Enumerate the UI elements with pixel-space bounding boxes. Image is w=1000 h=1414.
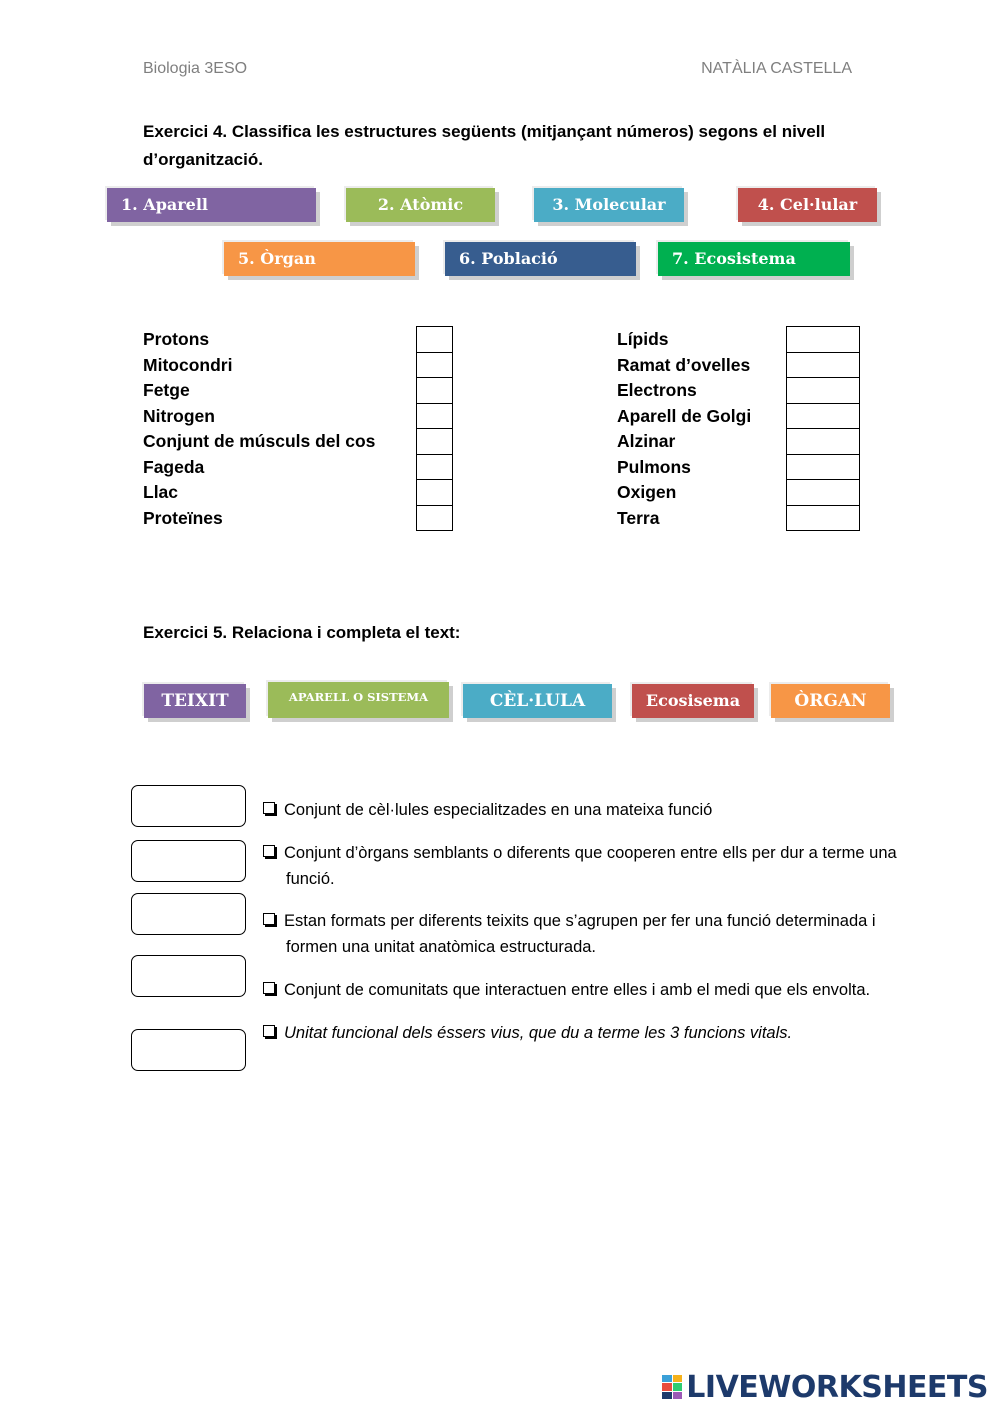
- checkbox-icon: [263, 845, 275, 857]
- list-item: Pulmons: [617, 456, 691, 477]
- answer-box[interactable]: [416, 352, 453, 379]
- word-tag-aparell: APARELL O SISTEMA: [268, 682, 449, 718]
- word-tag-ecosisema: Ecosisema: [632, 684, 754, 718]
- answer-box[interactable]: [416, 505, 453, 532]
- answer-box[interactable]: [416, 326, 453, 353]
- list-item: Fageda: [143, 456, 205, 477]
- level-tag-organ: 5. Òrgan: [224, 242, 415, 276]
- checkbox-icon: [263, 802, 275, 814]
- liveworksheets-logo: [662, 1369, 988, 1405]
- level-tag-molecular: 3. Molecular: [534, 188, 684, 222]
- exercise4-title: Exercici 4. Classifica les estructures següents (mitjançant números) segons el nivell d’organització.: [143, 122, 826, 169]
- definition-item: Estan formats per diferents teixits que s’agrupen per fer una funció determinada i formen una unitat anatòmica estructurada.: [263, 908, 926, 960]
- answer-column-left: [416, 326, 453, 531]
- answer-box[interactable]: [416, 479, 453, 506]
- answer-box[interactable]: [786, 428, 860, 455]
- list-item: Nitrogen: [143, 405, 215, 426]
- definition-answer-box[interactable]: [131, 893, 246, 935]
- answer-box[interactable]: [786, 479, 860, 506]
- list-item: Protons: [143, 329, 210, 349]
- list-item: Mitocondri: [143, 354, 233, 375]
- definition-answer-box[interactable]: [131, 1029, 246, 1071]
- list-item: Aparell de Golgi: [617, 405, 752, 426]
- header-subject: Biologia 3ESO: [143, 60, 248, 77]
- list-item: Ramat d’ovelles: [617, 354, 751, 375]
- list-item: Electrons: [617, 380, 697, 400]
- list-item: Terra: [617, 507, 660, 528]
- word-tag-cellula: CÈL·LULA: [463, 684, 612, 718]
- definition-item: Conjunt d’òrgans semblants o diferents que cooperen entre ells per dur a terme una funció.: [263, 840, 926, 892]
- answer-box[interactable]: [416, 428, 453, 455]
- definition-item: Conjunt de cèl·lules especialitzades en una mateixa funció: [263, 797, 926, 823]
- list-item: Oxigen: [617, 482, 677, 502]
- list-item: Llac: [143, 482, 179, 502]
- answer-box[interactable]: [786, 377, 860, 404]
- logo-text: LIVEWORKSHEETS: [686, 1369, 988, 1405]
- answer-column-right: [786, 326, 860, 531]
- list-item: Lípids: [617, 329, 669, 349]
- answer-box[interactable]: [416, 454, 453, 481]
- structure-list-right: [617, 327, 751, 531]
- word-tag-teixit: TEIXIT: [144, 684, 246, 718]
- answer-box[interactable]: [786, 326, 860, 353]
- level-tag-poblacio: 6. Població: [445, 242, 636, 276]
- definition-answer-box[interactable]: [131, 785, 246, 827]
- logo-mark-icon: [662, 1375, 682, 1399]
- level-tag-atomic: 2. Atòmic: [346, 188, 495, 222]
- level-tag-cellular: 4. Cel·lular: [738, 188, 877, 222]
- definition-answer-box[interactable]: [131, 955, 246, 997]
- list-item: Alzinar: [617, 431, 676, 451]
- structure-list-left: [143, 327, 375, 531]
- list-item: Proteïnes: [143, 507, 223, 528]
- level-tag-ecosistema: 7. Ecosistema: [658, 242, 850, 276]
- checkbox-icon: [263, 1025, 275, 1037]
- checkbox-icon: [263, 982, 275, 994]
- definition-item: Conjunt de comunitats que interactuen entre elles i amb el medi que els envolta.: [263, 977, 926, 1003]
- definition-item: Unitat funcional dels éssers vius, que du a terme les 3 funcions vitals.: [263, 1020, 926, 1046]
- answer-box[interactable]: [416, 403, 453, 430]
- header-author: NATÀLIA CASTELLA: [701, 60, 852, 77]
- list-item: Fetge: [143, 380, 190, 400]
- list-item: Conjunt de músculs del cos: [143, 431, 376, 451]
- answer-box[interactable]: [786, 454, 860, 481]
- answer-box[interactable]: [786, 352, 860, 379]
- answer-box[interactable]: [786, 505, 860, 532]
- checkbox-icon: [263, 913, 275, 925]
- exercise5-title: Exercici 5. Relaciona i completa el text:: [143, 623, 461, 642]
- definition-answer-box[interactable]: [131, 840, 246, 882]
- answer-box[interactable]: [416, 377, 453, 404]
- answer-box[interactable]: [786, 403, 860, 430]
- level-tag-aparell: 1. Aparell: [107, 188, 316, 222]
- word-tag-organ: ÒRGAN: [771, 684, 890, 718]
